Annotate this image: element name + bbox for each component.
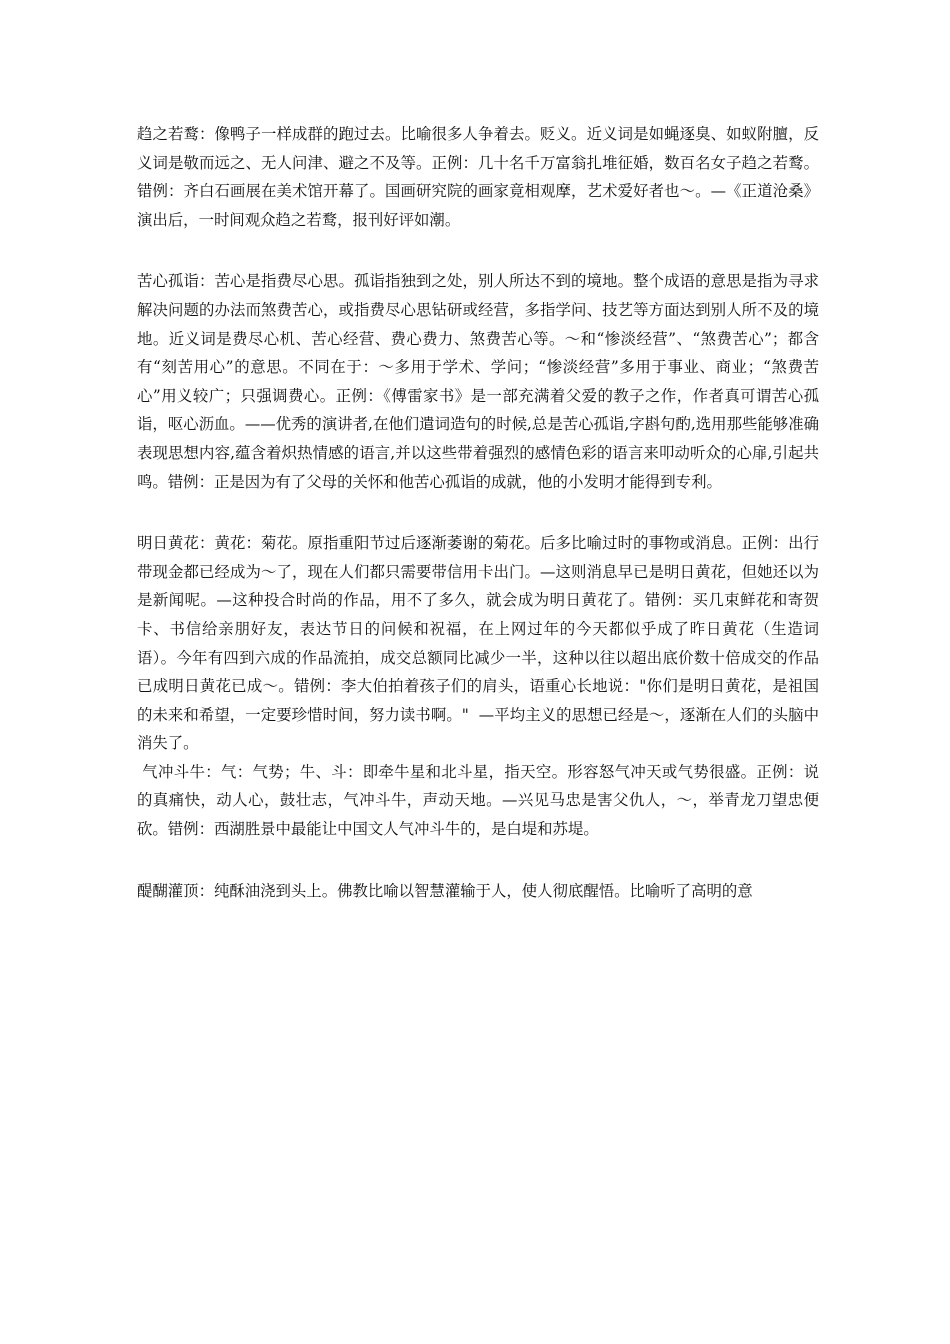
paragraph-gap — [137, 844, 819, 877]
paragraph-gap — [137, 496, 819, 529]
paragraph-ming-ri-huang-hua: 明日黄花：黄花：菊花。原指重阳节过后逐渐萎谢的菊花。后多比喻过时的事物或消息。正例：出行带现金都已经成为～了，现在人们都只需要带信用卡出门。—这则消息早已是明日黄花，但她还以为是新闻呢。—这种投合时尚的作品，用不了多久，就会成为明日黄花了。错例：买几束鲜花和寄贺卡、书信给亲朋好友，表达节日的问候和祝福，在上网过年的今天都似乎成了昨日黄花（生造词语）。今年有四到六成的作品流拍，成交总额同比减少一半，这种以往以超出底价数十倍成交的作品已成明日黄花已成～。错例：李大伯拍着孩子们的肩头，语重心长地说："你们是明日黄花，是祖国的未来和希望，一定要珍惜时间，努力读书啊。" —平均主义的思想已经是～，逐渐在人们的头脑中消失了。 — [137, 534, 819, 753]
paragraph-qi-chong-dou-niu: 气冲斗牛：气：气势；牛、斗：即牵牛星和北斗星，指天空。形容怒气冲天或气势很盛。正例：说的真痛快，动人心，鼓壮志，气冲斗牛，声动天地。—兴见马忠是害父仇人，～，举青龙刀望忠便砍。错例：西湖胜景中最能让中国文人气冲斗牛的，是白堤和苏堤。 — [137, 762, 819, 839]
paragraph-qu-zhi-ruo-wu: 趋之若鹜：像鸭子一样成群的跑过去。比喻很多人争着去。贬义。近义词是如蝇逐臭、如蚁附膻，反义词是敬而远之、无人问津、避之不及等。正例：几十名千万富翁扎堆征婚，数百名女子趋之若鹜。错例：齐白石画展在美术馆开幕了。国画研究院的画家竟相观摩，艺术爱好者也～。—《正道沧桑》演出后，一时间观众趋之若鹜，报刊好评如潮。 — [137, 125, 819, 229]
paragraph-ti-hu-guan-ding: 醍醐灌顶：纯酥油浇到头上。佛教比喻以智慧灌输于人，使人彻底醒悟。比喻听了高明的意 — [137, 881, 753, 900]
paragraph-gap — [137, 234, 819, 267]
document-page — [137, 120, 819, 905]
paragraph-ku-xin-gu-yi: 苦心孤诣：苦心是指费尽心思。孤诣指独到之处，别人所达不到的境地。整个成语的意思是指为寻求解决问题的办法而煞费苦心，或指费尽心思钻研或经营，多指学问、技艺等方面达到别人所不及的境地。近义词是费尽心机、苦心经营、费心费力、煞费苦心等。～和“惨淡经营”、“煞费苦心”；都含有“刻苦用心”的意思。不同在于：～多用于学术、学问；“惨淡经营”多用于事业、商业；“煞费苦心”用义较广；只强调费心。正例：《傅雷家书》是一部充满着父爱的教子之作，作者真可谓苦心孤诣，呕心沥血。——优秀的演讲者,在他们遣词造句的时候,总是苦心孤诣,字斟句酌,选用那些能够准确表现思想内容,蕴含着炽热情感的语言,并以这些带着强烈的感情色彩的语言来叩动听众的心扉,引起共鸣。错例：正是因为有了父母的关怀和他苦心孤诣的成就，他的小发明才能得到专利。 — [137, 272, 819, 491]
